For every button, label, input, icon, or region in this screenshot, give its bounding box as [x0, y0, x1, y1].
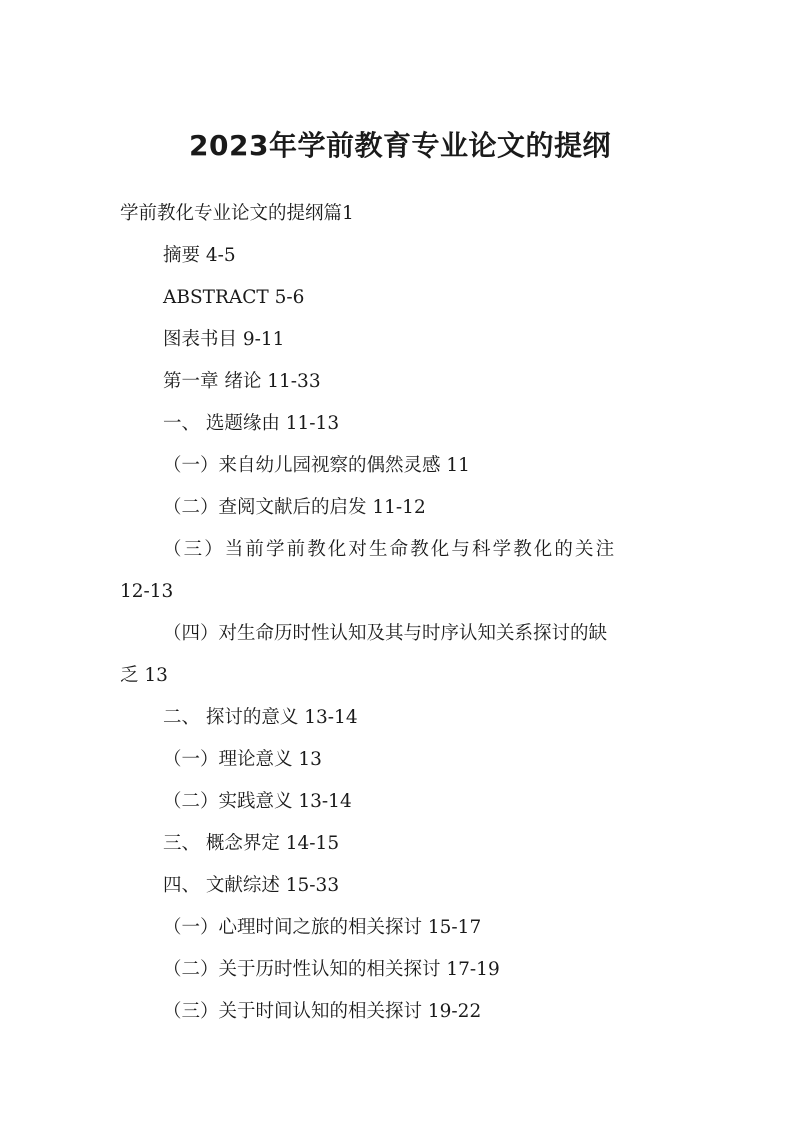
outline-item-continuation: 乏 13: [120, 665, 168, 686]
outline-item: （一）心理时间之旅的相关探讨 15-17: [163, 917, 482, 938]
outline-item: 四、 文献综述 15-33: [163, 875, 340, 896]
outline-item-continuation: 12-13: [120, 581, 174, 602]
outline-item: （二）实践意义 13-14: [163, 791, 352, 812]
outline-item: （三）当前学前教化对生命教化与科学教化的关注: [163, 539, 617, 560]
outline-item: 摘要 4-5: [163, 245, 236, 266]
outline-item: 第一章 绪论 11-33: [163, 371, 321, 392]
outline-item: ABSTRACT 5-6: [163, 287, 305, 308]
outline-item: （一）理论意义 13: [163, 749, 322, 770]
outline-item: （二）关于历时性认知的相关探讨 17-19: [163, 959, 500, 980]
document-title: 2023年学前教育专业论文的提纲: [189, 129, 611, 162]
section-heading: 学前教化专业论文的提纲篇1: [120, 203, 354, 224]
outline-item: （三）关于时间认知的相关探讨 19-22: [163, 1001, 482, 1022]
outline-item: （二）查阅文献后的启发 11-12: [163, 497, 426, 518]
outline-item: 图表书目 9-11: [163, 329, 285, 350]
outline-item: 二、 探讨的意义 13-14: [163, 707, 358, 728]
outline-item: 一、 选题缘由 11-13: [163, 413, 340, 434]
outline-item: （一）来自幼儿园视察的偶然灵感 11: [163, 455, 470, 476]
outline-item: 三、 概念界定 14-15: [163, 833, 340, 854]
outline-item: （四）对生命历时性认知及其与时序认知关系探讨的缺: [163, 623, 608, 644]
